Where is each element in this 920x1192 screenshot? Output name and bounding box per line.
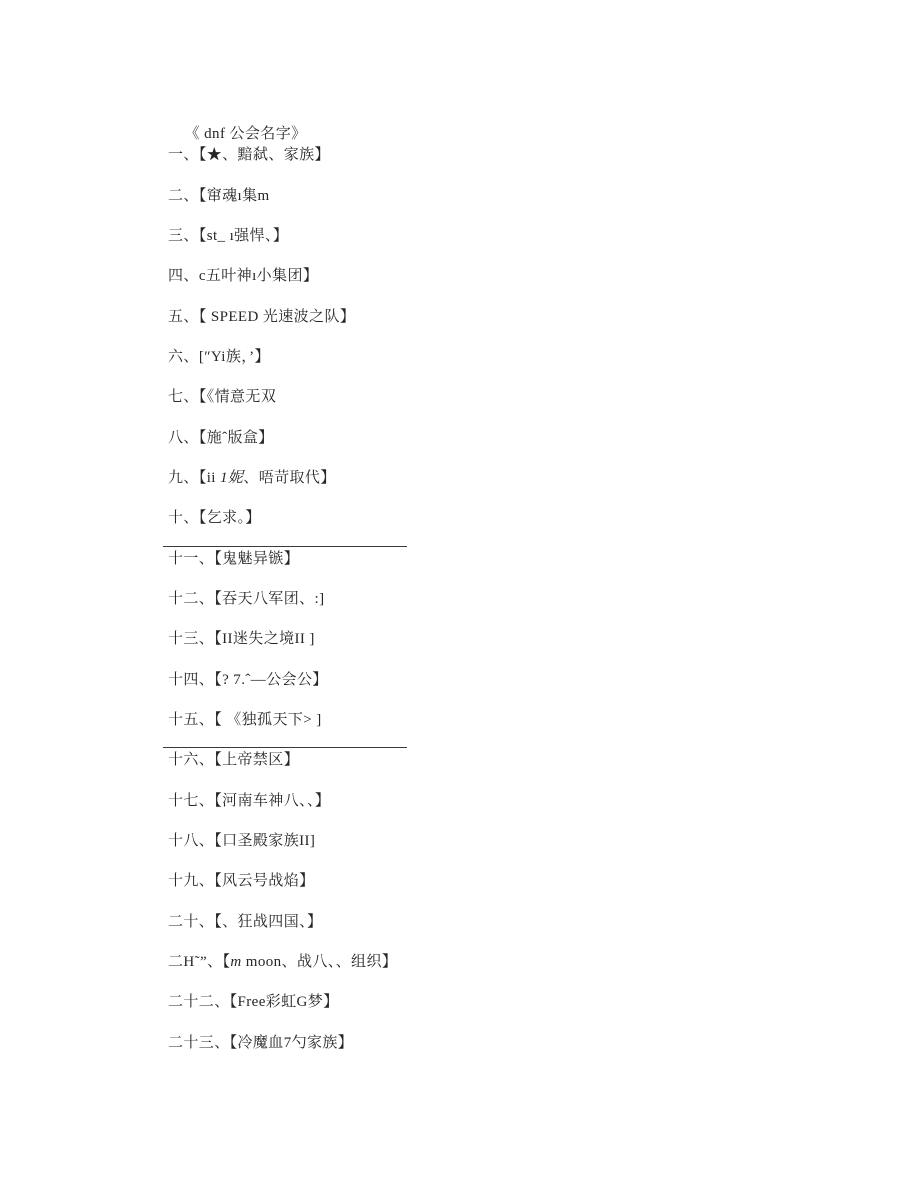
item-number: 一、 <box>168 147 199 164</box>
item-text: 【河南车神八、、】 <box>214 792 331 809</box>
item-number: 七、 <box>168 389 199 406</box>
item-number: 二十、 <box>168 913 215 930</box>
document-body <box>168 106 788 1074</box>
item-text: 【《情意无双 <box>198 389 277 406</box>
list-item <box>168 227 788 267</box>
item-number: 三、 <box>168 227 199 244</box>
item-number: 十九、 <box>168 873 215 890</box>
item-number: 十八、 <box>168 832 215 849</box>
item-text: 【窜魂ı集m <box>198 187 270 204</box>
item-number: 五、 <box>168 308 199 325</box>
item-number: 十二、 <box>168 590 215 607</box>
item-number: 十、 <box>168 510 199 527</box>
list-item <box>168 308 788 348</box>
item-text: 【? 7.ˆ—公会公】 <box>214 671 328 688</box>
item-text: 【施ˆ版盒】 <box>198 429 274 446</box>
list-item <box>168 388 788 428</box>
item-number: 十六、 <box>168 752 215 769</box>
item-text: 【st_ ı强悍、】 <box>198 227 289 244</box>
item-text: 【Free彩虹G梦】 <box>229 994 339 1011</box>
list-item <box>168 751 788 791</box>
item-text: 【、狂战四国、】 <box>214 913 323 930</box>
list-item <box>168 146 788 186</box>
item-number: 九、 <box>168 469 199 486</box>
list-item <box>168 509 788 549</box>
page-title-text: 《 dnf 公会名字》 <box>184 126 307 142</box>
item-text: 1妮 <box>220 469 244 486</box>
list-item <box>168 671 788 711</box>
item-number: 二、 <box>168 187 199 204</box>
item-text: 【鬼魅异镞】 <box>214 550 300 567</box>
item-text: 【吞天八军团、:] <box>214 590 325 607</box>
item-number: 十三、 <box>168 631 215 648</box>
list-item <box>168 913 788 953</box>
item-number: 二十三、 <box>168 1034 230 1051</box>
item-text: 【 《独孤天下> ] <box>214 711 322 728</box>
list-item <box>168 550 788 590</box>
list-item <box>168 187 788 227</box>
item-number: 十七、 <box>168 792 215 809</box>
list-item <box>168 630 788 670</box>
list-item <box>168 1034 788 1074</box>
item-text: 【冷魔血7勺家族】 <box>229 1034 354 1051</box>
item-number: 十五、 <box>168 711 215 728</box>
list-item <box>168 469 788 509</box>
list-item <box>168 872 788 912</box>
item-number: 二十二、 <box>168 994 230 1011</box>
item-text: 【★、黯弑、家族】 <box>198 147 330 164</box>
guild-list <box>168 146 788 1074</box>
item-text: 【 SPEED 光速波之队】 <box>198 308 356 325</box>
list-item <box>168 832 788 872</box>
page-title <box>168 106 788 146</box>
item-number: 十一、 <box>168 550 215 567</box>
list-item <box>168 590 788 630</box>
section-divider <box>163 546 407 547</box>
item-number: 十四、 <box>168 671 215 688</box>
list-item <box>168 348 788 388</box>
item-number: 二H˜”、 <box>168 953 223 970</box>
item-text: 【 <box>222 953 231 970</box>
item-text: 【ii <box>198 469 220 486</box>
item-text: 【上帝禁区】 <box>214 752 300 769</box>
list-item <box>168 792 788 832</box>
list-item <box>168 953 788 993</box>
list-item <box>168 429 788 469</box>
item-text: 【乞求。】 <box>198 510 261 527</box>
list-item <box>168 267 788 307</box>
item-text: 【II迷失之境II ] <box>214 631 315 648</box>
item-text: 【风云号战焰】 <box>214 873 315 890</box>
item-text: c五叶神ı小集团】 <box>198 268 319 285</box>
item-number: 四、 <box>168 268 199 285</box>
item-number: 六、 <box>168 348 199 365</box>
item-text: 、唔苛取代】 <box>243 469 336 486</box>
item-text: [″Yi族，’】 <box>198 348 270 365</box>
item-text: m <box>230 953 242 970</box>
item-text: 【口圣殿家族II] <box>214 832 316 849</box>
list-item <box>168 711 788 751</box>
list-item <box>168 993 788 1033</box>
item-text: moon、战八、、组织】 <box>241 953 398 970</box>
item-number: 八、 <box>168 429 199 446</box>
section-divider <box>163 747 407 748</box>
